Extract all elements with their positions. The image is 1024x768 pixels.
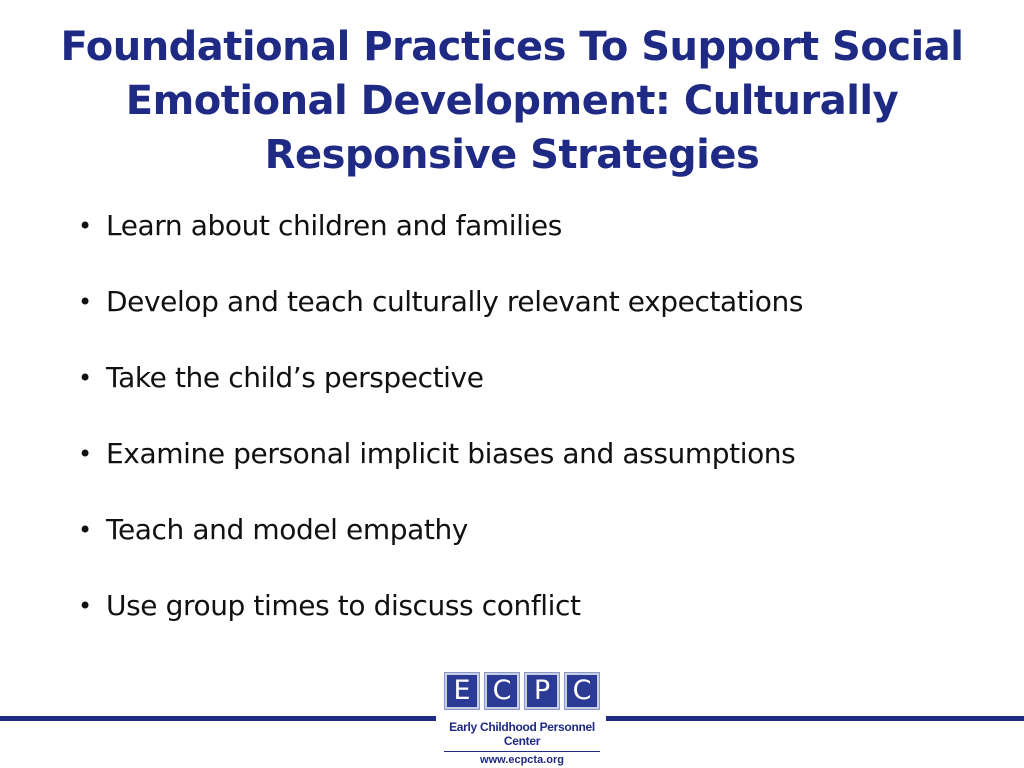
logo-letter-p: P [524,672,560,710]
bullet-dot-icon: • [78,516,92,544]
logo-letter-row [444,672,600,710]
logo-url: www.ecpcta.org [480,754,564,766]
bullet-dot-icon: • [78,440,92,468]
title-line-2: Emotional Development: Culturally [125,78,899,124]
bullet-list [78,203,803,659]
bullet-item [78,507,803,583]
bullet-item [78,431,803,507]
bullet-dot-icon: • [78,212,92,240]
slide-title [40,20,984,182]
title-line-3: Responsive Strategies [264,132,760,178]
logo-divider [444,751,600,752]
bullet-item [78,279,803,355]
logo-org-name: Early Childhood Personnel Center [449,720,595,748]
bullet-text: Take the child’s perspective [106,361,484,394]
ecpc-logo [444,672,600,766]
bullet-text: Use group times to discuss conflict [106,589,581,622]
bullet-item [78,355,803,431]
bullet-text: Learn about children and families [106,209,562,242]
bullet-text: Teach and model empathy [106,513,468,546]
bullet-dot-icon: • [78,288,92,316]
bullet-dot-icon: • [78,592,92,620]
bullet-dot-icon: • [78,364,92,392]
bullet-item [78,583,803,659]
footer-rule-right [606,716,1024,721]
title-line-1: Foundational Practices To Support Social [60,24,964,70]
bullet-text: Develop and teach culturally relevant expectations [106,285,804,318]
bullet-item [78,203,803,279]
logo-letter-c2: C [564,672,600,710]
logo-letter-c: C [484,672,520,710]
footer-rule-left [0,716,436,721]
logo-letter-e: E [444,672,480,710]
bullet-text: Examine personal implicit biases and assumptions [106,437,796,470]
